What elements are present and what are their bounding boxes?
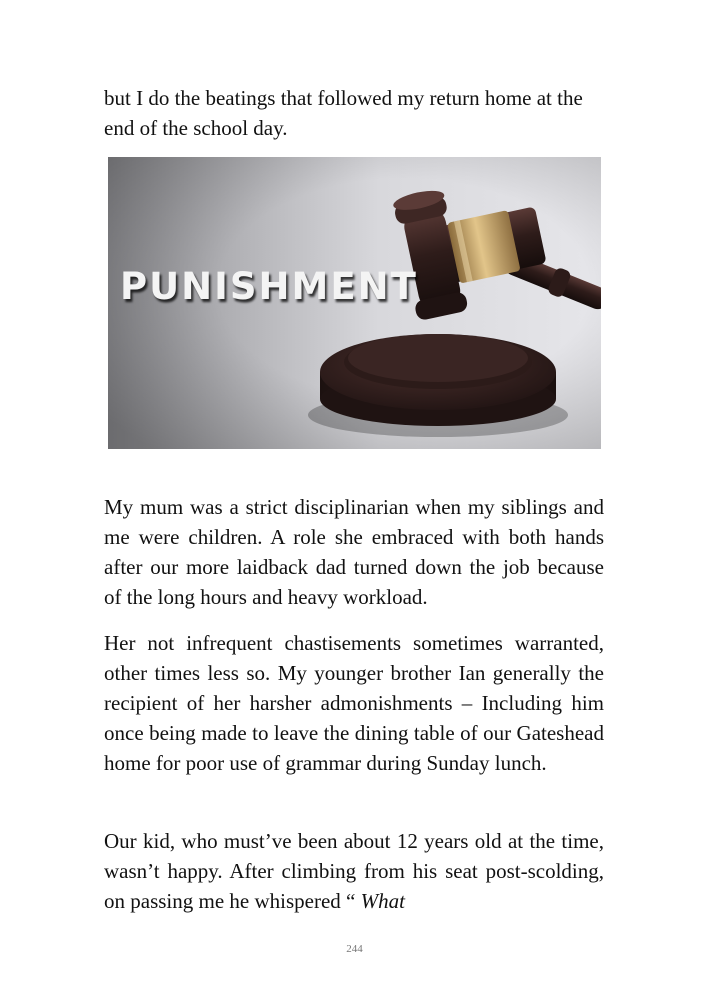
paragraph-3-text: Our kid, who must’ve been about 12 years old at the time, wasn’t happy. After climbing from his seat post-scolding, on passing me he whispered “ bbox=[104, 829, 604, 913]
punishment-illustration bbox=[108, 157, 601, 449]
page-number: 244 bbox=[346, 943, 363, 955]
paragraph-intro: but I do the beatings that followed my return home at the end of the school day. bbox=[104, 86, 583, 140]
paragraph-1: My mum was a strict disciplinarian when my siblings and me were children. A role she embraced with both hands after our more laidback dad turned down the job because of the long hours and heavy workload. bbox=[104, 495, 604, 609]
paragraph-3 bbox=[104, 826, 604, 916]
paragraph-3-italic: What bbox=[360, 889, 405, 913]
paragraph-2: Her not infrequent chastisements sometimes warranted, other times less so. My younger brother Ian generally the recipient of her harsher admonishments – Including him once being made to leave the dining table of our Gateshead home for poor use of grammar during Sunday lunch. bbox=[104, 631, 604, 775]
punishment-caption: PUNISHMENT bbox=[120, 265, 418, 308]
